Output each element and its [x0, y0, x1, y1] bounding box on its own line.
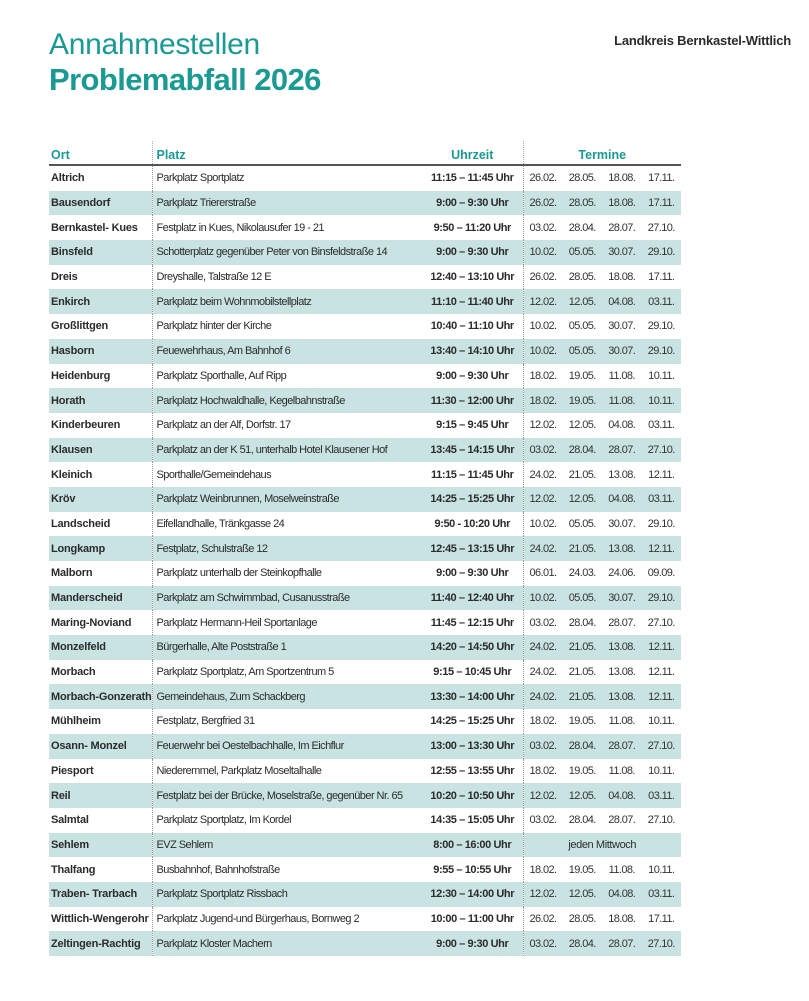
cell-termin: 21.05. [568, 666, 596, 679]
cell-ort: Malborn [51, 567, 93, 580]
cell-ort: Mühlheim [51, 715, 101, 728]
cell-termin: 12.02. [523, 413, 563, 438]
cell-ort: Hasborn [49, 339, 152, 364]
cell-termin: 04.08. [602, 882, 642, 907]
cell-termin: 29.10. [647, 320, 675, 333]
cell-platz: Parkplatz unterhalb der Steinkopfhalle [152, 561, 422, 586]
cell-ort: Zeltingen-Rachtig [49, 931, 152, 956]
cell-termin: 19.05. [568, 863, 596, 876]
cell-termin: 26.02. [523, 165, 563, 191]
cell-termin: 12.11. [642, 536, 682, 561]
cell-termin: 30.07. [602, 586, 642, 611]
cell-termin: 21.05. [563, 536, 603, 561]
cell-uhrzeit: 13:00 – 13:30 Uhr [422, 734, 523, 759]
cell-ort: Landscheid [51, 517, 111, 530]
cell-termin: 28.04. [563, 734, 603, 759]
cell-platz: Parkplatz beim Wohnmobilstellplatz [152, 289, 422, 314]
cell-termin: 04.08. [602, 783, 642, 808]
cell-ort: Kröv [49, 487, 152, 512]
cell-termin: 28.04. [568, 221, 596, 234]
cell-platz: Parkplatz an der Alf, Dorfstr. 17 [152, 413, 422, 438]
table-row [49, 907, 681, 932]
cell-termin: 05.05. [563, 240, 603, 265]
cell-platz: Bürgerhalle, Alte Poststraße 1 [152, 635, 422, 660]
cell-termin: 05.05. [563, 586, 603, 611]
table-row [49, 165, 681, 191]
cell-termin: 17.11. [648, 172, 675, 185]
title-line-2: Problemabfall 2026 [49, 62, 321, 97]
cell-uhrzeit: 9:50 - 10:20 Uhr [434, 517, 511, 530]
cell-platz: Parkplatz Sportplatz [152, 165, 422, 191]
cell-ort: Salmtal [51, 814, 89, 827]
cell-termin: 24.02. [523, 684, 563, 709]
cell-termin: 12.11. [648, 666, 675, 679]
column-header-platz: Platz [152, 141, 422, 165]
cell-termin: 03.02. [523, 808, 563, 833]
cell-ort: Thalfang [51, 863, 96, 876]
cell-uhrzeit: 11:15 – 11:45 Uhr [431, 468, 514, 481]
cell-termin: 03.11. [648, 419, 675, 432]
cell-termin: 12.05. [563, 487, 603, 512]
table-row [49, 635, 681, 660]
table-row [49, 314, 681, 339]
cell-platz: Parkplatz Weinbrunnen, Moselweinstraße [152, 487, 422, 512]
cell-termin: 09.09. [647, 567, 675, 580]
cell-termin: 28.04. [568, 814, 596, 827]
cell-termin: 27.10. [642, 734, 682, 759]
cell-termin: 10.11. [642, 388, 682, 413]
cell-uhrzeit: 9:50 – 11:20 Uhr [433, 221, 511, 234]
cell-termin: 12.02. [523, 487, 563, 512]
cell-platz: Parkplatz Hermann-Heil Sportanlage [152, 610, 422, 635]
table-body [49, 165, 681, 956]
cell-termin: 19.05. [568, 715, 596, 728]
cell-termin: 18.08. [608, 271, 636, 284]
cell-ort: Piesport [51, 764, 94, 777]
cell-platz: Dreyshalle, Talstraße 12 E [152, 265, 422, 290]
cell-termin: 27.10. [642, 931, 682, 956]
cell-uhrzeit: 9:15 – 10:45 Uhr [433, 666, 512, 679]
cell-termin: 05.05. [563, 339, 603, 364]
table-row [49, 561, 681, 586]
cell-termin: 17.11. [648, 271, 675, 284]
cell-termin: 18.02. [523, 709, 563, 734]
cell-ort: Longkamp [49, 536, 152, 561]
cell-termin: 03.02. [523, 438, 563, 463]
cell-platz: Parkplatz Jugend-und Bürgerhaus, Bornweg 2 [152, 907, 422, 932]
cell-termin: 28.05. [568, 912, 596, 925]
cell-termin: 05.05. [568, 517, 596, 530]
cell-termin: 28.04. [568, 616, 596, 629]
cell-termin: 18.02. [523, 388, 563, 413]
table-row [49, 240, 681, 265]
cell-ort: Manderscheid [49, 586, 152, 611]
cell-ort: Binsfeld [49, 240, 152, 265]
cell-termin: 11.08. [608, 764, 635, 777]
cell-termin: 13.08. [608, 468, 636, 481]
cell-ort: Traben- Trarbach [49, 882, 152, 907]
cell-termin: 12.05. [563, 289, 603, 314]
cell-ort: Horath [49, 388, 152, 413]
cell-termin: 28.07. [602, 931, 642, 956]
cell-platz: Parkplatz Triererstraße [152, 191, 422, 216]
cell-ort: Heidenburg [51, 369, 111, 382]
cell-platz: Festplatz, Schulstraße 12 [152, 536, 422, 561]
cell-termin: 04.08. [602, 289, 642, 314]
cell-termin: 26.02. [523, 191, 563, 216]
cell-platz: Festplatz in Kues, Nikolausufer 19 - 21 [152, 215, 422, 240]
cell-termin: 10.02. [523, 586, 563, 611]
cell-platz: Parkplatz Hochwaldhalle, Kegelbahnstraße [152, 388, 422, 413]
table-row [49, 536, 681, 561]
table-row [49, 289, 681, 314]
cell-platz: Parkplatz Kloster Machern [152, 931, 422, 956]
cell-platz: Eifellandhalle, Tränkgasse 24 [152, 512, 422, 537]
cell-termin: 17.11. [642, 191, 682, 216]
table-row [49, 487, 681, 512]
table-row [49, 684, 681, 709]
cell-ort: Maring-Noviand [51, 616, 132, 629]
cell-termin: 29.10. [642, 586, 682, 611]
cell-termin: 30.07. [602, 240, 642, 265]
cell-termin: 03.02. [523, 734, 563, 759]
cell-platz: Parkplatz am Schwimmbad, Cusanusstraße [152, 586, 422, 611]
cell-uhrzeit: 12:55 – 13:55 Uhr [430, 764, 515, 777]
cell-termine-text: jeden Mittwoch [523, 833, 681, 858]
cell-platz: Schotterplatz gegenüber Peter von Binsfeldstraße 14 [152, 240, 422, 265]
cell-termin: 29.10. [642, 339, 682, 364]
cell-termin: 03.02. [523, 610, 563, 635]
cell-uhrzeit: 14:35 – 15:05 Uhr [430, 814, 515, 827]
cell-termin: 19.05. [568, 764, 596, 777]
cell-termin: 28.07. [608, 814, 636, 827]
cell-uhrzeit: 12:40 – 13:10 Uhr [430, 271, 515, 284]
cell-termin: 28.05. [563, 191, 603, 216]
cell-uhrzeit: 12:30 – 14:00 Uhr [422, 882, 523, 907]
cell-termin: 10.11. [648, 715, 675, 728]
schedule-table [49, 141, 681, 956]
cell-platz: Parkplatz Sportplatz Rissbach [152, 882, 422, 907]
cell-termin: 17.11. [648, 912, 675, 925]
cell-ort: Bernkastel- Kues [51, 221, 138, 234]
cell-termin: 11.08. [608, 715, 635, 728]
cell-ort: Großlittgen [51, 320, 109, 333]
cell-platz: Feuerwehr bei Oestelbachhalle, Im Eichflur [152, 734, 422, 759]
organization-name: Landkreis Bernkastel-Wittlich [614, 33, 791, 48]
cell-termin: 12.11. [642, 684, 682, 709]
cell-termin: 28.04. [563, 438, 603, 463]
cell-termin: 03.02. [523, 931, 563, 956]
cell-termin: 27.10. [647, 221, 675, 234]
cell-uhrzeit: 9:00 – 9:30 Uhr [422, 191, 523, 216]
cell-termin: 28.07. [608, 616, 636, 629]
cell-platz: Parkplatz Sporthalle, Auf Ripp [152, 364, 422, 389]
cell-termin: 11.08. [608, 863, 635, 876]
table-row [49, 215, 681, 240]
cell-ort: Altrich [51, 172, 85, 185]
cell-uhrzeit: 10:00 – 11:00 Uhr [430, 912, 514, 925]
cell-termin: 28.05. [568, 172, 596, 185]
cell-ort: Kinderbeuren [51, 419, 121, 432]
cell-termin: 12.02. [523, 882, 563, 907]
cell-termin: 24.02. [523, 660, 563, 685]
cell-uhrzeit: 14:20 – 14:50 Uhr [422, 635, 523, 660]
cell-termin: 24.02. [523, 462, 563, 487]
cell-ort: Monzelfeld [49, 635, 152, 660]
cell-uhrzeit: 13:40 – 14:10 Uhr [422, 339, 523, 364]
cell-termin: 18.02. [523, 759, 563, 784]
cell-termin: 12.05. [563, 882, 603, 907]
cell-termin: 10.02. [523, 240, 563, 265]
cell-uhrzeit: 14:25 – 15:25 Uhr [422, 487, 523, 512]
cell-platz: Sporthalle/Gemeindehaus [152, 462, 422, 487]
cell-platz: Festplatz bei der Brücke, Moselstraße, gegenüber Nr. 65 [152, 783, 422, 808]
table-row [49, 759, 681, 784]
cell-ort: Wittlich-Wengerohr [51, 912, 149, 925]
cell-termin: 27.10. [647, 616, 675, 629]
cell-uhrzeit: 11:15 – 11:45 Uhr [431, 172, 514, 185]
cell-ort: Osann- Monzel [49, 734, 152, 759]
cell-termin: 19.05. [563, 388, 603, 413]
cell-uhrzeit: 13:30 – 14:00 Uhr [422, 684, 523, 709]
table-row [49, 610, 681, 635]
cell-termin: 03.02. [523, 215, 563, 240]
cell-platz: Parkplatz hinter der Kirche [152, 314, 422, 339]
cell-termin: 04.08. [602, 487, 642, 512]
cell-termin: 03.11. [642, 783, 682, 808]
cell-termin: 13.08. [602, 635, 642, 660]
table-row [49, 586, 681, 611]
cell-termin: 30.07. [602, 339, 642, 364]
cell-termin: 24.03. [568, 567, 596, 580]
cell-platz: Busbahnhof, Bahnhofstraße [152, 857, 422, 882]
cell-termin: 12.05. [568, 419, 596, 432]
cell-termin: 12.02. [523, 289, 563, 314]
cell-uhrzeit: 10:20 – 10:50 Uhr [422, 783, 523, 808]
cell-termin: 21.05. [563, 684, 603, 709]
cell-uhrzeit: 9:00 – 9:30 Uhr [436, 369, 509, 382]
table-header-row [49, 141, 681, 165]
table-row [49, 339, 681, 364]
table-row [49, 931, 681, 956]
cell-termin: 21.05. [568, 468, 596, 481]
cell-termin: 26.02. [523, 907, 563, 932]
table-row [49, 857, 681, 882]
cell-termin: 24.02. [523, 635, 563, 660]
column-header-ort: Ort [49, 141, 152, 165]
table-row [49, 388, 681, 413]
table-row [49, 512, 681, 537]
cell-termin: 06.01. [523, 561, 563, 586]
cell-termin: 13.08. [602, 536, 642, 561]
cell-termin: 28.05. [568, 271, 596, 284]
cell-termin: 18.02. [523, 364, 563, 389]
cell-termin: 26.02. [523, 265, 563, 290]
cell-uhrzeit: 8:00 – 16:00 Uhr [422, 833, 523, 858]
cell-termin: 18.02. [523, 857, 563, 882]
cell-ort: Reil [49, 783, 152, 808]
cell-termin: 24.02. [523, 536, 563, 561]
cell-platz: EVZ Sehlem [152, 833, 422, 858]
table-row [49, 660, 681, 685]
cell-termin: 10.02. [523, 339, 563, 364]
cell-uhrzeit: 11:30 – 12:00 Uhr [422, 388, 523, 413]
cell-termin: 28.07. [602, 438, 642, 463]
title-line-1: Annahmestellen [49, 28, 260, 61]
cell-uhrzeit: 12:45 – 13:15 Uhr [422, 536, 523, 561]
cell-termin: 24.06. [608, 567, 636, 580]
cell-termin: 13.08. [602, 684, 642, 709]
table-row [49, 783, 681, 808]
cell-termin: 03.11. [642, 882, 682, 907]
cell-ort: Morbach [51, 666, 96, 679]
cell-termin: 12.11. [648, 468, 675, 481]
cell-termin: 27.10. [647, 814, 675, 827]
cell-termin: 28.04. [563, 931, 603, 956]
cell-termin: 10.02. [523, 512, 563, 537]
cell-platz: Niederemmel, Parkplatz Moseltalhalle [152, 759, 422, 784]
cell-termin: 30.07. [608, 517, 636, 530]
cell-ort: Kleinich [51, 468, 93, 481]
table-row [49, 833, 681, 858]
cell-termin: 05.05. [568, 320, 596, 333]
table-row [49, 265, 681, 290]
table-row [49, 191, 681, 216]
table-row [49, 438, 681, 463]
table-row [49, 734, 681, 759]
cell-termin: 10.11. [648, 863, 675, 876]
table-row [49, 709, 681, 734]
cell-termin: 12.05. [563, 783, 603, 808]
table-row [49, 364, 681, 389]
cell-termin: 21.05. [563, 635, 603, 660]
cell-termin: 12.02. [523, 783, 563, 808]
cell-termin: 10.11. [648, 764, 675, 777]
cell-ort: Klausen [49, 438, 152, 463]
cell-ort: Sehlem [49, 833, 152, 858]
cell-termin: 03.11. [642, 289, 682, 314]
cell-termin: 29.10. [647, 517, 675, 530]
cell-termin: 03.11. [642, 487, 682, 512]
cell-termin: 27.10. [642, 438, 682, 463]
cell-uhrzeit: 11:10 – 11:40 Uhr [422, 289, 523, 314]
table-row [49, 882, 681, 907]
cell-platz: Parkplatz Sportplatz, Am Sportzentrum 5 [152, 660, 422, 685]
cell-termin: 04.08. [608, 419, 636, 432]
cell-uhrzeit: 9:55 – 10:55 Uhr [433, 863, 512, 876]
table-row [49, 462, 681, 487]
cell-termin: 29.10. [642, 240, 682, 265]
cell-platz: Parkplatz an der K 51, unterhalb Hotel Klausener Hof [152, 438, 422, 463]
cell-uhrzeit: 9:00 – 9:30 Uhr [422, 240, 523, 265]
cell-ort: Dreis [51, 271, 78, 284]
cell-termin: 10.11. [648, 369, 675, 382]
cell-termin: 10.02. [523, 314, 563, 339]
cell-termin: 28.07. [608, 221, 636, 234]
cell-termin: 19.05. [568, 369, 596, 382]
table-row [49, 413, 681, 438]
cell-termin: 30.07. [608, 320, 636, 333]
cell-platz: Gemeindehaus, Zum Schackberg [152, 684, 422, 709]
cell-termin: 12.11. [642, 635, 682, 660]
column-header-termine: Termine [523, 141, 681, 165]
column-header-uhrzeit: Uhrzeit [422, 141, 523, 165]
cell-termin: 11.08. [602, 388, 642, 413]
cell-platz: Festplatz, Bergfried 31 [152, 709, 422, 734]
cell-uhrzeit: 14:25 – 15:25 Uhr [430, 715, 515, 728]
cell-uhrzeit: 9:00 – 9:30 Uhr [436, 567, 509, 580]
cell-uhrzeit: 13:45 – 14:15 Uhr [422, 438, 523, 463]
cell-ort: Bausendorf [49, 191, 152, 216]
table-row [49, 808, 681, 833]
cell-termin: 13.08. [608, 666, 636, 679]
cell-platz: Feuewehrhaus, Am Bahnhof 6 [152, 339, 422, 364]
cell-platz: Parkplatz Sportplatz, Im Kordel [152, 808, 422, 833]
cell-ort: Morbach-Gonzerath [49, 684, 152, 709]
cell-uhrzeit: 11:40 – 12:40 Uhr [422, 586, 523, 611]
cell-uhrzeit: 9:15 – 9:45 Uhr [436, 419, 509, 432]
cell-termin: 11.08. [608, 369, 635, 382]
cell-termin: 18.08. [608, 172, 636, 185]
cell-termin: 18.08. [602, 191, 642, 216]
cell-ort: Enkirch [49, 289, 152, 314]
cell-uhrzeit: 9:00 – 9:30 Uhr [422, 931, 523, 956]
cell-termin: 18.08. [608, 912, 636, 925]
cell-uhrzeit: 11:45 – 12:15 Uhr [430, 616, 514, 629]
cell-termin: 28.07. [602, 734, 642, 759]
cell-uhrzeit: 10:40 – 11:10 Uhr [430, 320, 514, 333]
